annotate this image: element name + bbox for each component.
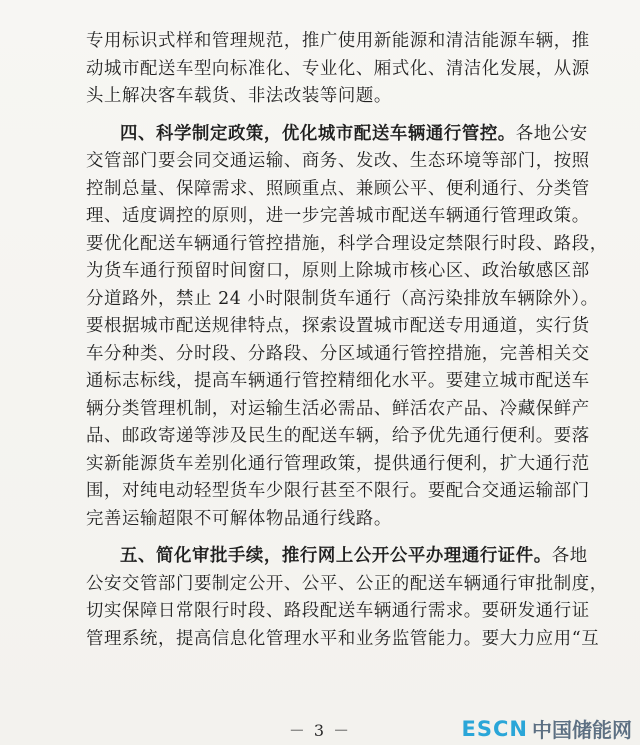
page-number: － 3 － (288, 721, 352, 740)
text-line (86, 368, 590, 396)
line-text: 辆分类管理机制，对运输生活必需品、鲜活农产品、冷藏保鲜产 (86, 398, 590, 419)
line-text: 要根据城市配送规律特点，探索设置城市配送专用通道，实行货 (86, 316, 590, 336)
watermark-chinese: 中国储能网 (532, 718, 632, 742)
section-heading-line (86, 543, 586, 571)
paragraph-gap (86, 533, 586, 543)
line-text: 实新能源货车差别化通行管理政策，提供通行便利，扩大通行范 (86, 453, 590, 474)
document-body (86, 28, 608, 653)
line-text: 交管部门要会同交通运输、商务、发改、生态环境等部门，按照 (86, 151, 590, 171)
line-text: 头上解决客车载货、非法改装等问题。 (86, 86, 392, 106)
paragraph-gap (86, 111, 586, 121)
text-line (86, 451, 590, 479)
text-line (86, 626, 600, 654)
text-line (86, 56, 590, 84)
text-line (86, 396, 590, 424)
text-line (86, 313, 590, 341)
line-text: 完善运输超限不可解体物品通行线路。 (86, 508, 392, 529)
escn-watermark-logo (462, 714, 632, 743)
watermark-latin: ESCN (461, 716, 528, 741)
line-text: 理、适度调控的原则，进一步完善城市配送车辆通行管理政策。 (86, 206, 590, 226)
section-heading: 四、科学制定政策，优化城市配送车辆通行管控。 (120, 123, 516, 144)
line-text: 品、邮政寄递等涉及民生的配送车辆，给予优先通行便利。要落 (86, 426, 590, 446)
line-text: 切实保障日常限行时段、路段配送车辆通行需求。要研发通行证 (86, 601, 590, 621)
line-text: 分道路外，禁止 24 小时限制货车通行（高污染排放车辆除外）。 (86, 288, 599, 309)
line-text: 车分种类、分时段、分路段、分区域通行管控措施，完善相关交 (86, 343, 590, 364)
text-line (86, 341, 590, 369)
text-line (86, 148, 590, 176)
text-line (86, 286, 599, 314)
section-heading: 五、简化审批手续，推行网上公开公平办理通行证件。 (120, 546, 552, 566)
text-line (86, 506, 586, 534)
line-text: 公安交管部门要制定公开、公平、公正的配送车辆通行审批制度， (86, 573, 608, 594)
text-line (86, 176, 590, 204)
text-line (86, 571, 608, 599)
text-line (86, 231, 608, 259)
line-text: 通标志标线，提高车辆通行管控精细化水平。要建立城市配送车 (86, 371, 590, 391)
line-text: 动城市配送车型向标准化、专业化、厢式化、清洁化发展，从源 (86, 58, 590, 79)
text-line (86, 203, 590, 231)
line-text: 为货车通行预留时间窗口，原则上除城市核心区、政治敏感区部 (86, 261, 590, 281)
line-text: 控制总量、保障需求、照顾重点、兼顾公平、便利通行、分类管 (86, 178, 590, 199)
text-line (86, 598, 590, 626)
text-line (86, 83, 586, 111)
text-line (86, 478, 590, 506)
line-text: 专用标识式样和管理规范，推广使用新能源和清洁能源车辆，推 (86, 31, 590, 51)
text-line (86, 258, 590, 286)
text-line (86, 423, 590, 451)
section-heading-line (86, 121, 586, 149)
text-line (86, 28, 590, 56)
line-text: 各地 (551, 546, 588, 566)
line-text: 管理系统，提高信息化管理水平和业务监管能力。要大力应用“互 (86, 628, 600, 649)
line-text: 要优化配送车辆通行管控措施，科学合理设定禁限行时段、路段， (86, 233, 608, 254)
line-text: 各地公安 (515, 123, 588, 144)
line-text: 围，对纯电动轻型货车少限行甚至不限行。要配合交通运输部门 (86, 481, 590, 501)
